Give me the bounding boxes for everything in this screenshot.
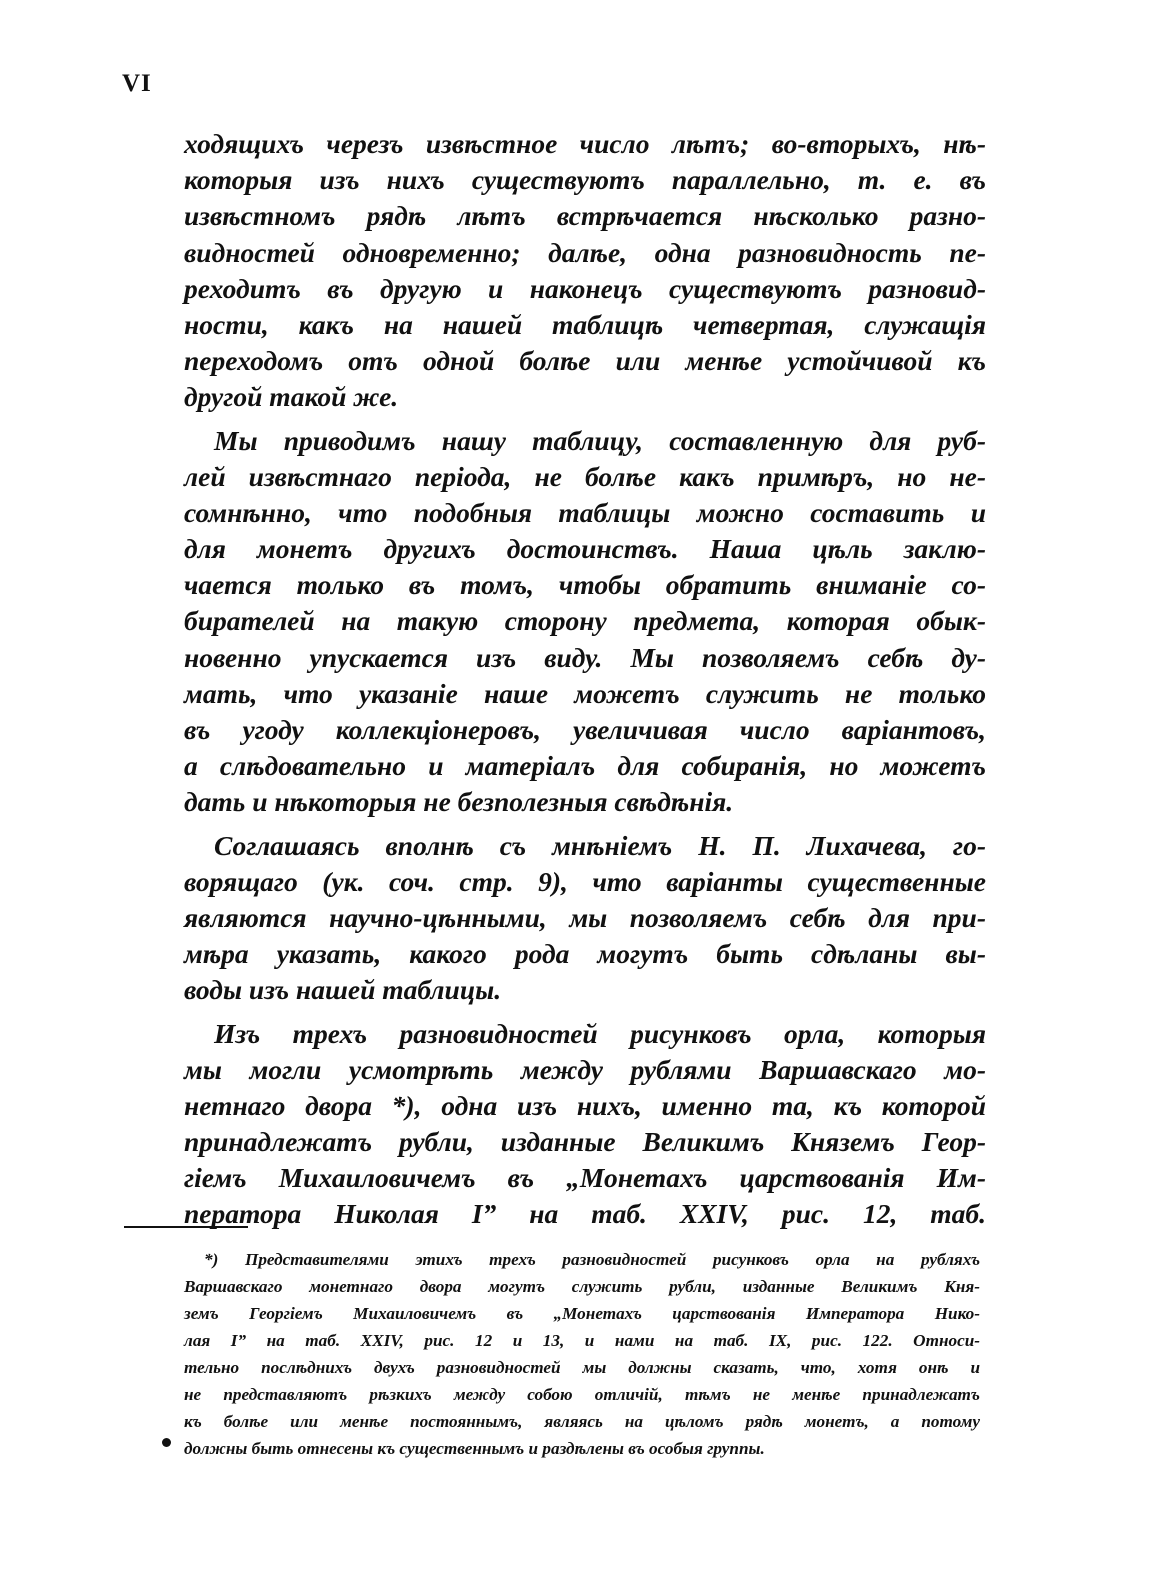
footnote-line: не представляютъ рѣзкихъ между собою отличій, тѣмъ не менѣе принадлежатъ [184, 1385, 980, 1404]
text-line: въ угоду коллекціонеровъ, увеличивая число варіантовъ, [184, 714, 986, 745]
text-line: ворящаго (ук. соч. стр. 9), что варіанты существенные [184, 865, 986, 897]
text-line: Мы приводимъ нашу таблицу, составленную для руб- [214, 424, 986, 456]
text-line: извѣстномъ рядѣ лѣтъ встрѣчается нѣсколько разно- [184, 200, 986, 232]
text-line: бирателей на такую сторону предмета, которая обык- [184, 605, 986, 637]
main-text [184, 126, 986, 1233]
text-line: реходитъ въ другую и наконецъ существуютъ разновид- [184, 272, 986, 304]
footnote-line: къ болѣе или менѣе постояннымъ, являясь на цѣломъ рядѣ монетъ, а потому [184, 1412, 980, 1431]
footnote-line: лая I” на таб. XXIV, рис. 12 и 13, и нами на таб. IX, рис. 122. Относи- [184, 1331, 980, 1350]
text-line: другой такой же. [184, 381, 399, 413]
text-line: принадлежатъ рубли, изданные Великимъ Княземъ Геор- [184, 1126, 986, 1158]
footnote-line: тельно послѣднихъ двухъ разновидностей мы должны сказать, что, хотя онѣ и [184, 1358, 980, 1377]
text-line: которыя изъ нихъ существуютъ параллельно, т. е. въ [184, 164, 986, 196]
text-line: являются научно-цѣнными, мы позволяемъ себѣ для при- [184, 901, 986, 933]
page-number: VI [122, 70, 152, 97]
text-line: новенно упускается изъ виду. Мы позволяемъ себѣ ду- [184, 641, 986, 673]
text-line: сомнѣнно, что подобныя таблицы можно составить и [184, 496, 986, 528]
text-line: ператора Николая I” на таб. XXIV, рис. 12, таб. [184, 1198, 986, 1230]
text-line: ности, какъ на нашей таблицѣ четвертая, служащія [184, 308, 986, 340]
text-line: мать, что указаніе наше можетъ служить не только [184, 677, 986, 709]
text-line: для монетъ другихъ достоинствъ. Наша цѣль заклю- [184, 533, 986, 565]
text-line: нетнаго двора *), одна изъ нихъ, именно та, къ которой [184, 1089, 986, 1121]
paragraph-4 [184, 1016, 986, 1233]
paragraph-2 [184, 423, 986, 821]
text-line: лей извѣстнаго періода, не болѣе какъ примѣръ, но не- [184, 460, 986, 492]
text-line: а слѣдовательно и матеріалъ для собиранія, но можетъ [184, 750, 986, 782]
footnote-line: *) Представителями этихъ трехъ разновидностей рисунковъ орла на рубляхъ [204, 1250, 980, 1269]
text-line: ходящихъ черезъ извѣстное число лѣтъ; во-вторыхъ, нѣ- [184, 128, 986, 159]
footnote-divider [124, 1226, 248, 1228]
footnote [184, 1246, 980, 1462]
paragraph-1 [184, 126, 986, 416]
text-line: Изъ трехъ разновидностей рисунковъ орла, которыя [214, 1017, 986, 1049]
text-line: воды изъ нашей таблицы. [184, 974, 502, 1006]
text-line: Соглашаясь вполнѣ съ мнѣніемъ Н. П. Лихачева, го- [214, 829, 986, 861]
footnote-line: земъ Георгіемъ Михаиловичемъ въ „Монетахъ царствованія Императора Нико- [184, 1304, 980, 1323]
text-line: гіемъ Михаиловичемъ въ „Монетахъ царствованія Им- [184, 1162, 986, 1194]
text-line: мѣра указать, какого рода могутъ быть сдѣланы вы- [184, 938, 986, 970]
text-line: переходомъ отъ одной болѣе или менѣе устойчивой къ [184, 345, 986, 377]
text-line: дать и нѣкоторыя не безполезныя свѣдѣнія. [184, 786, 734, 818]
footnote-line: Варшавскаго монетнаго двора могутъ служить рубли, изданные Великимъ Кня- [184, 1277, 980, 1296]
text-line: чается только въ томъ, чтобы обратить вниманіе со- [184, 569, 986, 601]
text-line: мы могли усмотрѣть между рублями Варшавскаго мо- [184, 1053, 986, 1085]
text-line: видностей одновременно; далѣе, одна разновидность пе- [184, 236, 986, 268]
paragraph-3 [184, 828, 986, 1009]
margin-dot [162, 1438, 171, 1447]
footnote-line: должны быть отнесены къ существеннымъ и раздѣлены въ особыя группы. [184, 1439, 765, 1458]
